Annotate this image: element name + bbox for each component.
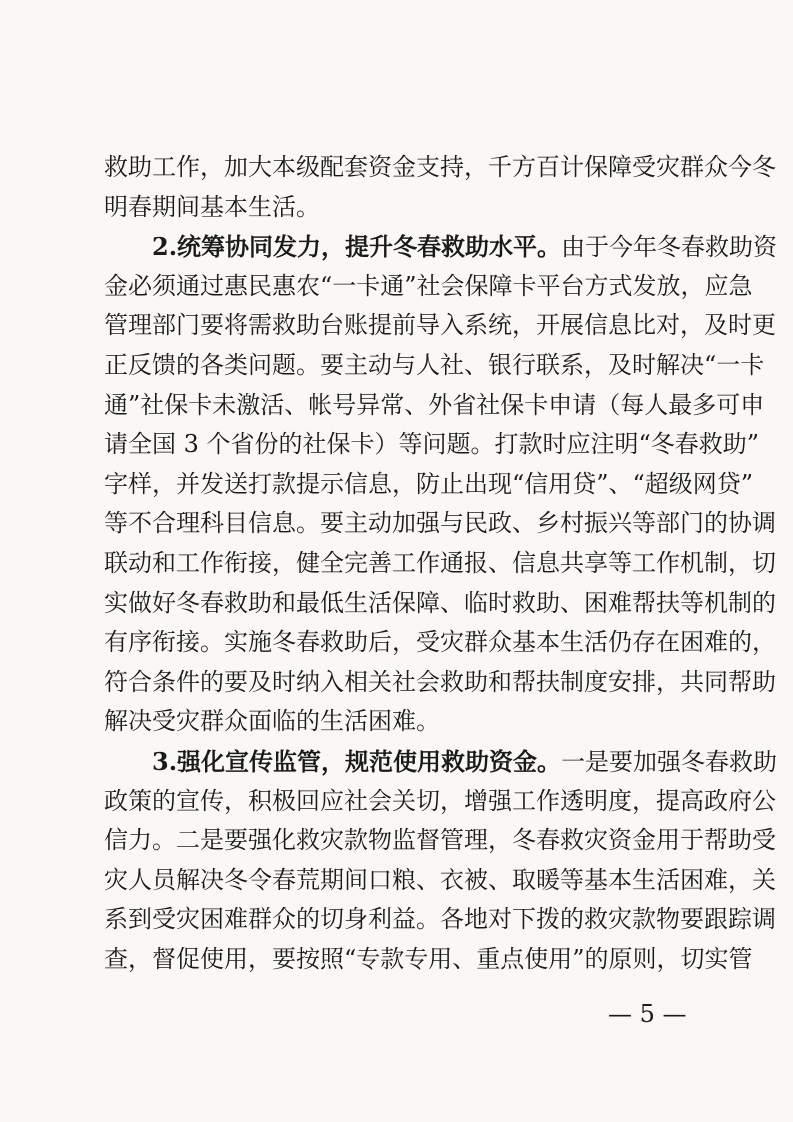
paragraph-1 [104,148,776,227]
text-run: 一是要加强冬春救助 [561,747,778,776]
text-line: 等不合理科目信息。要主动加强与民政、乡村振兴等部门的协调 [104,509,776,538]
text-line: 管理部门要将需救助台账提前导入系统，开展信息比对，及时更 [104,311,776,340]
text-line: 有序衔接。实施冬春救助后，受灾群众基本生活仍存在困难的， [104,628,776,657]
text-line: 通”社保卡未激活、帐号异常、外省社保卡申请（每人最多可申 [104,390,765,419]
text-line: 金必须通过惠民惠农“一卡通”社会保障卡平台方式发放，应急 [104,271,753,300]
text-line [104,742,778,782]
text-line: 救助工作，加大本级配套资金支持，千方百计保障受灾群众今冬 [104,153,776,181]
text-line: 明春期间基本生活。 [104,192,320,221]
section-heading-2: 2.统筹协同发力，提升冬春救助水平。 [152,232,562,262]
text-line: 请全国 3 个省份的社保卡）等问题。打款时应注明“冬春救助” [104,430,760,459]
text-line: 信力。二是要强化救灾款物监督管理，冬春救灾资金用于帮助受 [104,826,776,855]
text-line: 实做好冬春救助和最低生活保障、临时救助、困难帮扶等机制的 [104,588,776,617]
text-line: 系到受灾困难群众的切身利益。各地对下拨的救灾款物要跟踪调 [104,905,776,934]
text-line: 灾人员解决冬令春荒期间口粮、衣被、取暖等基本生活困难，关 [104,865,776,894]
text-run: 由于今年冬春救助资 [561,233,778,262]
text-line: 字样，并发送打款提示信息，防止出现“信用贷”、“超级网贷” [104,469,754,498]
section-heading-3: 3.强化宣传监管，规范使用救助资金。 [152,746,562,776]
paragraph-3 [104,742,778,980]
text-line: 查，督促使用，要按照“专款专用、重点使用”的原则，切实管 [104,944,753,973]
text-line: 联动和工作衔接，健全完善工作通报、信息共享等工作机制，切 [104,548,776,577]
text-line: 解决受灾群众面临的生活困难。 [104,707,440,736]
document-body [104,148,778,979]
text-line: 正反馈的各类问题。要主动与人社、银行联系，及时解决“一卡 [104,350,765,379]
text-line: 符合条件的要及时纳入相关社会救助和帮扶制度安排，共同帮助 [104,667,776,696]
paragraph-2 [104,227,778,742]
text-line [104,227,778,267]
page-number: — 5 — [608,1000,687,1028]
text-line: 政策的宣传，积极回应社会关切，增强工作透明度，提高政府公 [104,786,776,815]
